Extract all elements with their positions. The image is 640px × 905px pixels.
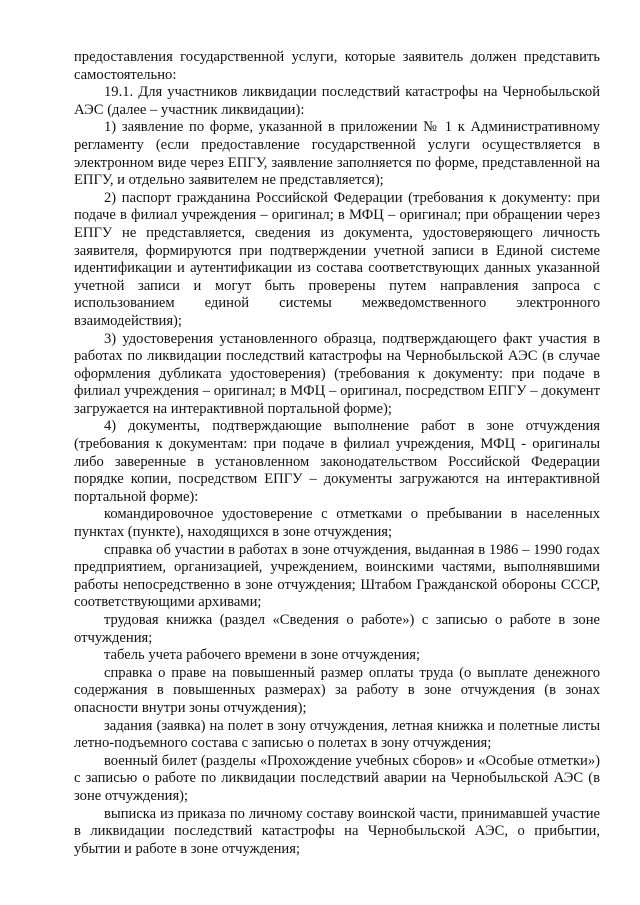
subitem-increased-pay-reference: справка о праве на повышенный размер оплаты труда (о выплате денежного содержания в повышенных размерах) за работу в зоне отчуждения (в зонах опасности внутри зоны отчуждения); bbox=[74, 664, 600, 716]
subitem-work-record-book: трудовая книжка (раздел «Сведения о работе») с записью о работе в зоне отчуждения; bbox=[74, 612, 600, 646]
paragraph-continuation: предоставления государственной услуги, которые заявитель должен представить самостоятельно: bbox=[74, 49, 600, 83]
item-1-application: 1) заявление по форме, указанной в приложении № 1 к Административному регламенту (если предоставление государственной услуги осуществляется в электронном виде через ЕПГУ, заявление заполняется по форме, представленной на ЕПГУ, и отдельно заявителем не представляется); bbox=[74, 119, 600, 189]
item-3-certificate: 3) удостоверения установленного образца, подтверждающего факт участия в работах по ликвидации последствий катастрофы на Чернобыльской АЭС (в случае оформления дубликата удостоверения) (требования к документу: при подаче в филиал учреждения – оригинал; в МФЦ – оригинал, посредством ЕПГУ – документ загружается на интерактивной портальной форме); bbox=[74, 330, 600, 417]
subitem-military-id: военный билет (разделы «Прохождение учебных сборов» и «Особые отметки») с записью о работе по ликвидации последствий аварии на Чернобыльской АЭС (в зоне отчуждения); bbox=[74, 752, 600, 804]
item-4-work-documents: 4) документы, подтверждающие выполнение работ в зоне отчуждения (требования к документам: при подаче в филиал учреждения, МФЦ - оригиналы либо заверенные в установленном законодательством Российской Федерации порядке копии, посредством ЕПГУ – документы загружаются на интерактивной портальной форме): bbox=[74, 418, 600, 505]
subitem-flight-tasks: задания (заявка) на полет в зону отчуждения, летная книжка и полетные листы летно-подъемного состава с записью о полетах в зону отчуждения; bbox=[74, 717, 600, 752]
subitem-timesheet: табель учета рабочего времени в зоне отчуждения; bbox=[104, 647, 421, 664]
subitem-participation-reference: справка об участии в работах в зоне отчуждения, выданная в 1986 – 1990 годах предприятием, организацией, учреждением, воинскими частями, выполнявшими работы непосредственно в зоне отчуждения; Штабом Гражданской обороны СССР, соответствующими архивами; bbox=[74, 541, 600, 611]
subitem-order-extract: выписка из приказа по личному составу воинской части, принимавшей участие в ликвидации последствий катастрофы на Чернобыльской АЭС, о прибытии, убытии и работе в зоне отчуждения; bbox=[74, 805, 600, 857]
paragraph-19-1: 19.1. Для участников ликвидации последствий катастрофы на Чернобыльской АЭС (далее – участник ликвидации): bbox=[74, 84, 600, 118]
item-2-passport: 2) паспорт гражданина Российской Федерации (требования к документу: при подаче в филиал учреждения – оригинал; в МФЦ – оригинал; при обращении через ЕПГУ не представляется, сведения из документа, удостоверяющего личность заявителя, формируются при подтверждении учетной записи в Единой системе идентификации и аутентификации из состава соответствующих данных указанной учетной записи и могут быть проверены путем направления запроса с использованием единой системы межведомственного электронного взаимодействия); bbox=[74, 189, 600, 329]
subitem-travel-certificate: командировочное удостоверение с отметками о пребывании в населенных пунктах (пункте), находящихся в зоне отчуждения; bbox=[74, 506, 600, 541]
document-body bbox=[74, 49, 600, 858]
